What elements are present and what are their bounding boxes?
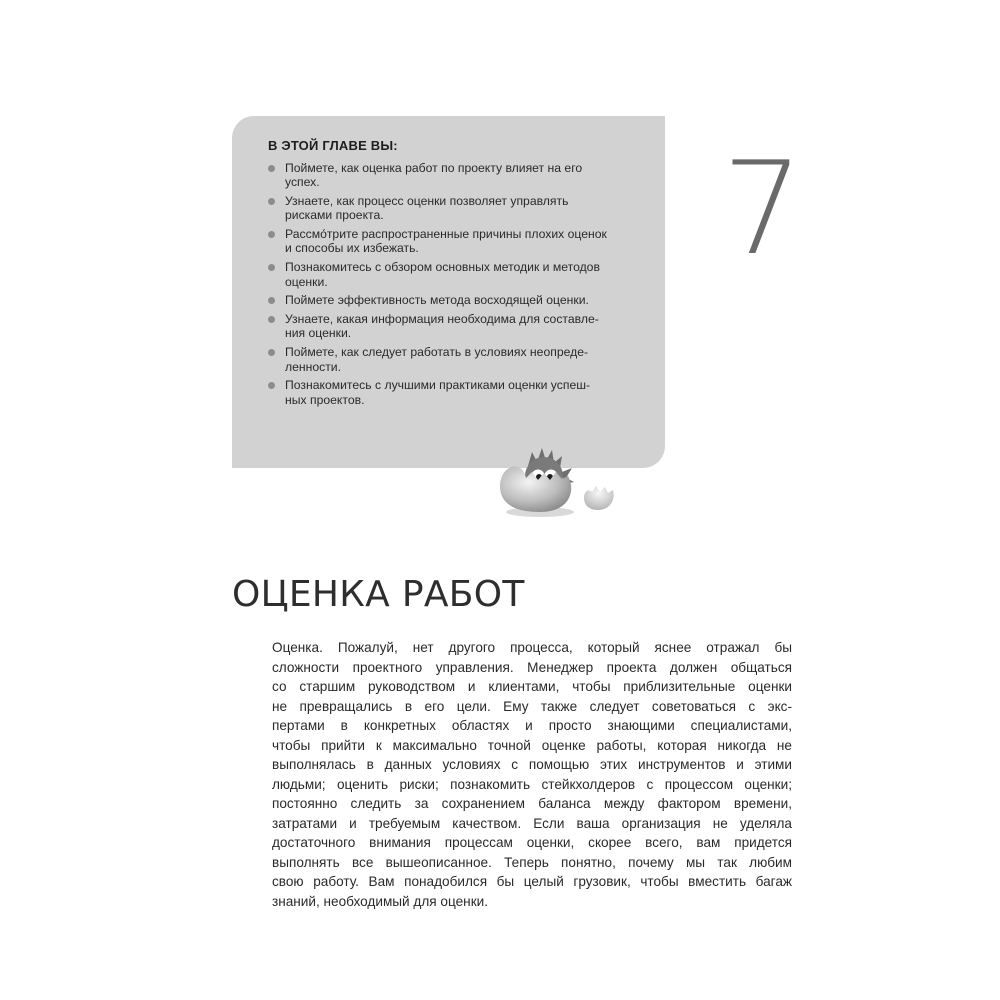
chapter-goal-text: успех. [285,175,320,190]
chapter-goal-text: Поймете, как оценка работ по проекту влияет на его [285,161,583,175]
chapter-goal-item [268,194,645,223]
bullet-dot-icon [268,316,275,323]
chapter-goal-text: ных проектов. [285,392,365,407]
bullet-dot-icon [268,297,275,304]
chapter-title: ОЦЕНКА РАБОТ [232,574,525,615]
body-text-line: выполнялась в данных условиях с помощью этих инструментов и этими [272,757,792,772]
chapter-goal-item [268,345,645,374]
bullet-dot-icon [268,198,275,205]
body-text-line: затратами и требуемым качеством. Если ваша организация не уделяла [272,815,792,831]
chick-in-eggshell-icon [492,446,627,520]
chapter-goal-text: оценки. [285,274,328,289]
chapter-goal-item [268,312,645,341]
body-text-line: сложности проектного управления. Менеджер проекта должен общаться [272,659,792,675]
chapter-goal-item [268,293,645,307]
chapter-goal-text: ния оценки. [285,326,352,341]
chapter-goal-text: Узнаете, какая информация необходима для составле- [285,312,599,327]
body-text-line: постоянно следить за сохранением баланса между фактором времени, [272,796,792,811]
bullet-dot-icon [268,382,275,389]
chapter-goal-text: Рассмо́трите распространенные причины плохих оценок [285,227,607,242]
chapter-goal-item [268,227,645,256]
chapter-goal-item [268,161,645,190]
chapter-goals-list [268,161,645,407]
body-text-line: свою работу. Вам понадобился бы целый грузовик, чтобы вместить багаж [272,874,792,889]
chapter-goal-text: и способы их избежать. [285,241,419,256]
bullet-dot-icon [268,231,275,238]
body-text-line: со старшим руководством и клиентами, чтобы приблизительные оценки [272,679,792,694]
chapter-goal-text: Поймете, как следует работать в условиях неопреде- [285,345,589,360]
chapter-goal-text: Познакомитесь с обзором основных методик и методов [285,260,600,275]
chapter-goal-item [268,260,645,289]
chapter-goal-text: рисками проекта. [285,208,384,223]
body-text-line: достаточного внимания процессам оценки, скорее всего, вам придется [272,835,792,850]
bullet-dot-icon [268,264,275,271]
body-text-line: не превращались в его цели. Ему также следует советоваться с экс- [272,698,792,714]
chapter-goal-item [268,378,645,407]
chapter-goal-text: Узнаете, как процесс оценки позволяет управлять [285,194,569,209]
chapter-goal-text: ленности. [285,359,341,374]
chapter-goals-heading: В ЭТОЙ ГЛАВЕ ВЫ: [268,138,398,153]
chapter-number: 7 [722,135,804,284]
chapter-goals-box [232,116,665,468]
body-text-line: выполнять все вышеописанное. Теперь понятно, почему мы так любим [272,854,792,870]
body-text-line: Оценка. Пожалуй, нет другого процесса, который яснее отражал бы [272,640,792,655]
bullet-dot-icon [268,165,275,172]
bullet-dot-icon [268,349,275,356]
body-text-line: чтобы прийти к максимально точной оценке работы, которая никогда не [272,737,792,753]
body-text-line: знаний, необходимый для оценки. [272,893,489,909]
chapter-goal-text: Поймете эффективность метода восходящей оценки. [285,293,589,308]
body-text-line: пертами в конкретных областях и просто знающими специалистами, [272,718,792,733]
chapter-goal-text: Познакомитесь с лучшими практиками оценки успеш- [285,378,591,393]
body-text-line: людьми; оценить риски; познакомить стейкхолдеров с процессом оценки; [272,776,792,792]
chapter-body-text [272,638,792,911]
